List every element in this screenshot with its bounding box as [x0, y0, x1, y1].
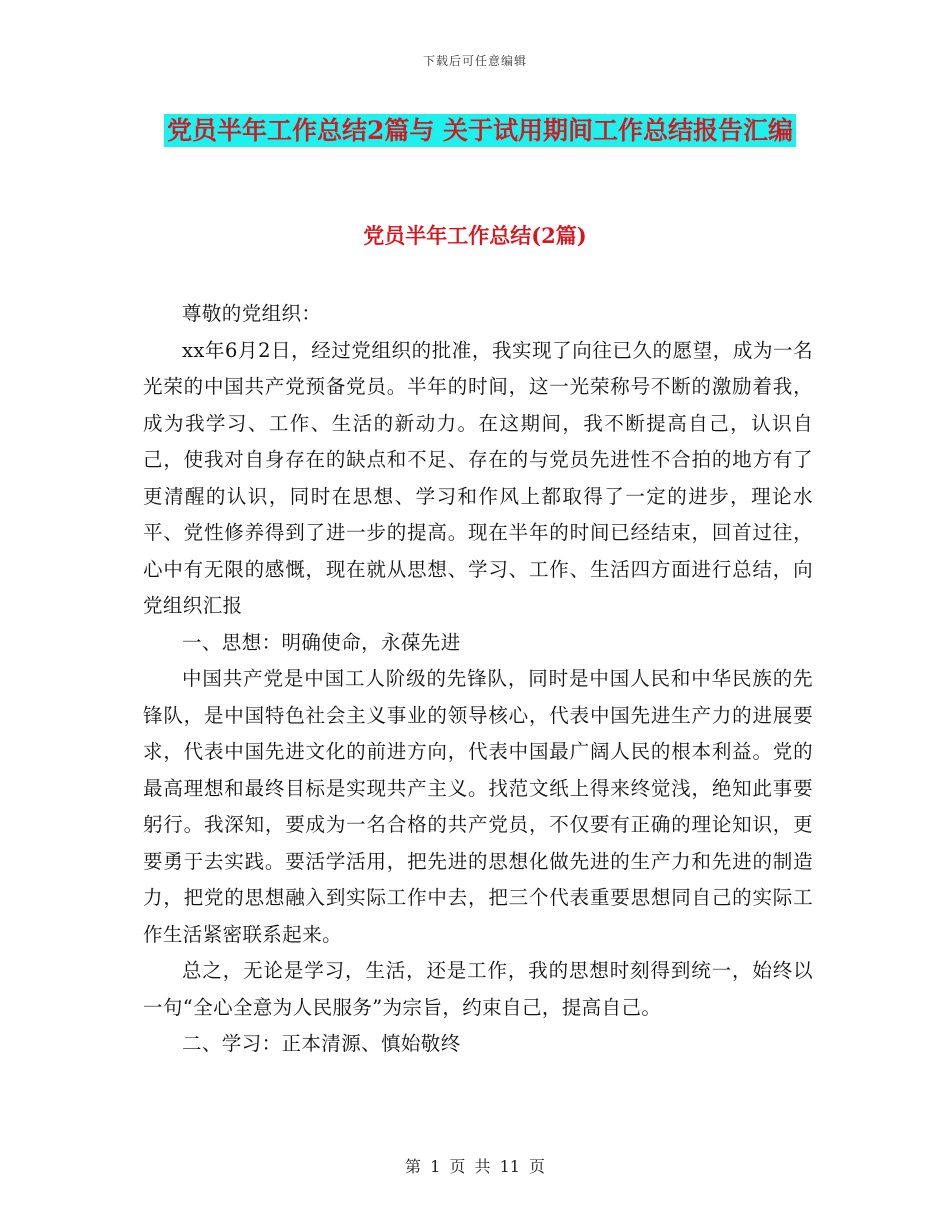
header-note: 下载后可任意编辑: [422, 54, 527, 68]
subheading-study: 二、学习：正本清源、慎始敬终: [182, 1032, 461, 1055]
body-paragraph: 中国共产党是中国工人阶级的先锋队，同时是中国人民和中华民族的先锋队，是中国特色社会主义事业的领导核心，代表中国先进生产力的进展要求，代表中国先进文化的前进方向，代表中国最广阔人民的根本利益。党的最高理想和最终目标是实现共产主义。找范文纸上得来终觉浅，绝知此事要躬行。我深知，要成为一名合格的共产党员，不仅要有正确的理论知识，更要勇于去实践。要活学活用，把先进的思想化做先进的生产力和先进的制造力，把党的思想融入到实际工作中去，把三个代表重要思想同自己的实际工作生活紧密联系起来。: [143, 667, 813, 946]
body-paragraph: xx年6月2日，经过党组织的批准，我实现了向往已久的愿望，成为一名光荣的中国共产党预备党员。半年的时间，这一光荣称号不断的激励着我，成为我学习、工作、生活的新动力。在这期间，我不断提高自己，认识自己，使我对自身存在的缺点和不足、存在的与党员先进性不合拍的地方有了更清醒的认识，同时在思想、学习和作风上都取得了一定的进步，理论水平、党性修养得到了进一步的提高。现在半年的时间已经结束，回首过往，心中有无限的感慨，现在就从思想、学习、工作、生活四方面进行总结，向党组织汇报: [143, 338, 813, 617]
page-number: 1: [430, 1157, 441, 1176]
document-body: [143, 296, 813, 1063]
document-title: [150, 108, 810, 154]
salutation: 尊敬的党组织：: [182, 302, 322, 325]
body-paragraph: 总之，无论是学习，生活，还是工作，我的思想时刻得到统一，始终以一句“全心全意为人民服务”为宗旨，约束自己，提高自己。: [143, 959, 813, 1019]
page-label-prefix: 第: [404, 1157, 421, 1176]
total-pages: 11: [499, 1157, 520, 1176]
total-label: 共: [474, 1157, 491, 1176]
page-label-suffix: 页: [529, 1157, 546, 1176]
section-title: 党员半年工作总结(2篇): [363, 223, 587, 248]
document-title-text: 党员半年工作总结2篇与 关于试用期间工作总结报告汇编: [164, 114, 796, 147]
subheading-thought: 一、思想：明确使命，永葆先进: [182, 630, 461, 654]
page-footer: [0, 1154, 950, 1177]
page-label-mid: 页: [449, 1157, 466, 1176]
